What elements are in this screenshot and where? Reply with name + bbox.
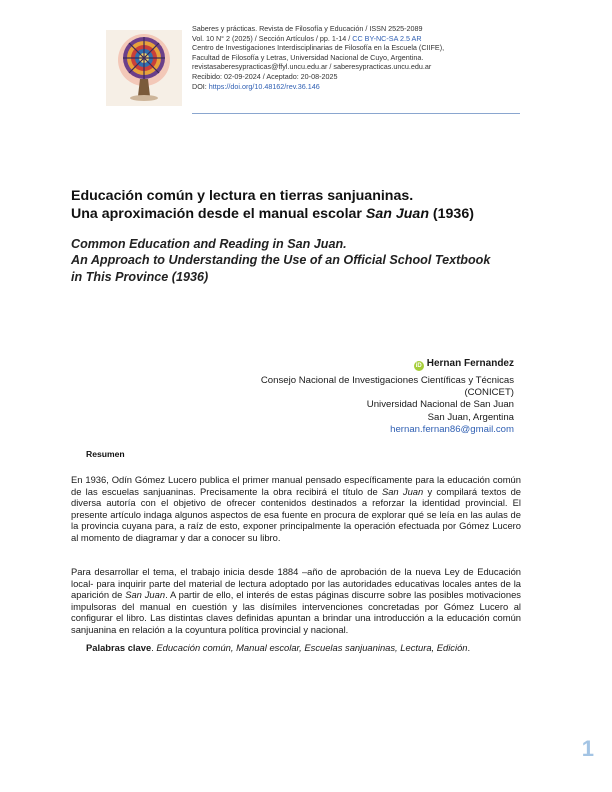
volume-text: Vol. 10 N° 2 (2025) / Sección Artículos / pp. 1-14 / bbox=[192, 33, 353, 43]
author-name: Hernan Fernandez bbox=[426, 358, 514, 369]
subtitle-line-2: An Approach to Understanding the Use of an Official School Textbook bbox=[71, 253, 491, 268]
abstract-p2-b: . A partir de ello, el interés de estas páginas discurre sobre las posibles motivaciones impulsoras del manual en cuestión y las disímiles intervenciones concretadas por Gómez Lucero al configurar el libro. Las distintas claves definidas apuntan a brindar una introducción a la educación común sanjuanina en relación a la coyuntura política provincial y nacional. bbox=[71, 589, 521, 635]
author-block bbox=[214, 358, 514, 436]
title-line-2-suffix: (1936) bbox=[428, 206, 474, 222]
emails-line: revistasaberesypracticas@ffyl.uncu.edu.ar / saberesypracticas.uncu.edu.ar bbox=[192, 62, 432, 72]
keywords bbox=[86, 642, 526, 654]
volume-line bbox=[192, 34, 522, 44]
subtitle-line-1: Common Education and Reading in San Juan. bbox=[71, 237, 347, 251]
affiliation-2: Universidad Nacional de San Juan bbox=[366, 399, 514, 411]
title-line-2-italic: San Juan bbox=[365, 206, 429, 222]
abstract-p1-b: y compilará textos de diversa autoría con el objetivo de ofrecer contenidos destinados a reforzar la identidad provincial. El presente artículo indaga algunos aspectos de esa fuente en procura de explorar qué se leía en las aulas de la provincia cuyana para, a raíz de esto, exponer principalmente la operación efectuada por Gómez Lucero al momento de diagramar y dar a conocer su libro. bbox=[71, 485, 521, 543]
license-link[interactable]: CC BY-NC-SA 2.5 AR bbox=[352, 33, 422, 43]
doi-link[interactable]: https://doi.org/10.48162/rev.36.146 bbox=[208, 81, 320, 91]
affiliation-1-line-2: (CONICET) bbox=[464, 387, 514, 399]
center-line: Centro de Investigaciones Interdisciplinarias de Filosofía en la Escuela (CIIFE), bbox=[192, 43, 445, 53]
keywords-label: Palabras clave bbox=[86, 642, 152, 653]
affiliation-1-line-1: Consejo Nacional de Investigaciones Científicas y Técnicas bbox=[260, 375, 514, 386]
author-line bbox=[214, 358, 514, 371]
title-line-1: Educación común y lectura en tierras sanjuaninas. bbox=[71, 188, 414, 204]
abstract-paragraph-2 bbox=[71, 566, 521, 636]
doi-label: DOI: bbox=[192, 81, 209, 91]
journal-logo bbox=[106, 30, 182, 106]
page-number: 1 bbox=[581, 736, 594, 761]
title-line-2-prefix: Una aproximación desde el manual escolar bbox=[71, 206, 366, 222]
title-line-2 bbox=[71, 205, 541, 223]
journal-line: Saberes y prácticas. Revista de Filosofía y Educación / ISSN 2525-2089 bbox=[192, 24, 423, 33]
article-title bbox=[71, 187, 541, 223]
header-divider bbox=[192, 113, 520, 114]
abstract-paragraph-1 bbox=[71, 474, 521, 544]
dates-line: Recibido: 02-09-2024 / Aceptado: 20-08-2025 bbox=[192, 71, 338, 81]
keywords-value: Educación común, Manual escolar, Escuelas sanjuaninas, Lectura, Edición bbox=[156, 642, 468, 653]
faculty-line: Facultad de Filosofía y Letras, Universidad Nacional de Cuyo, Argentina. bbox=[192, 52, 424, 62]
abstract-p2-a: Para desarrollar el tema, el trabajo inicia desde 1884 –año de aprobación de la nueva Ley de Educación local- para inquirir parte del material de lectura adoptado por las autoridades educativas locales antes de la aparición de bbox=[71, 566, 521, 601]
abstract-p1-a: En 1936, Odín Gómez Lucero publica el primer manual pensado específicamente para la educación común de las escuelas sanjuaninas. Precisamente la obra recibirá el título de bbox=[71, 474, 521, 497]
author-email[interactable]: hernan.fernan86@gmail.com bbox=[390, 423, 514, 435]
abstract-heading: Resumen bbox=[86, 449, 125, 459]
doi-line bbox=[192, 82, 522, 92]
abstract-p1-italic: San Juan bbox=[381, 485, 424, 497]
author-location: San Juan, Argentina bbox=[427, 411, 514, 423]
abstract-p2-italic: San Juan bbox=[125, 589, 166, 601]
keywords-end: . bbox=[467, 642, 471, 653]
keywords-separator: . bbox=[151, 642, 157, 653]
subtitle-line-3: in This Province (1936) bbox=[71, 269, 209, 284]
article-subtitle bbox=[71, 236, 541, 285]
journal-header bbox=[192, 24, 522, 91]
orcid-icon[interactable]: iD bbox=[415, 363, 422, 369]
